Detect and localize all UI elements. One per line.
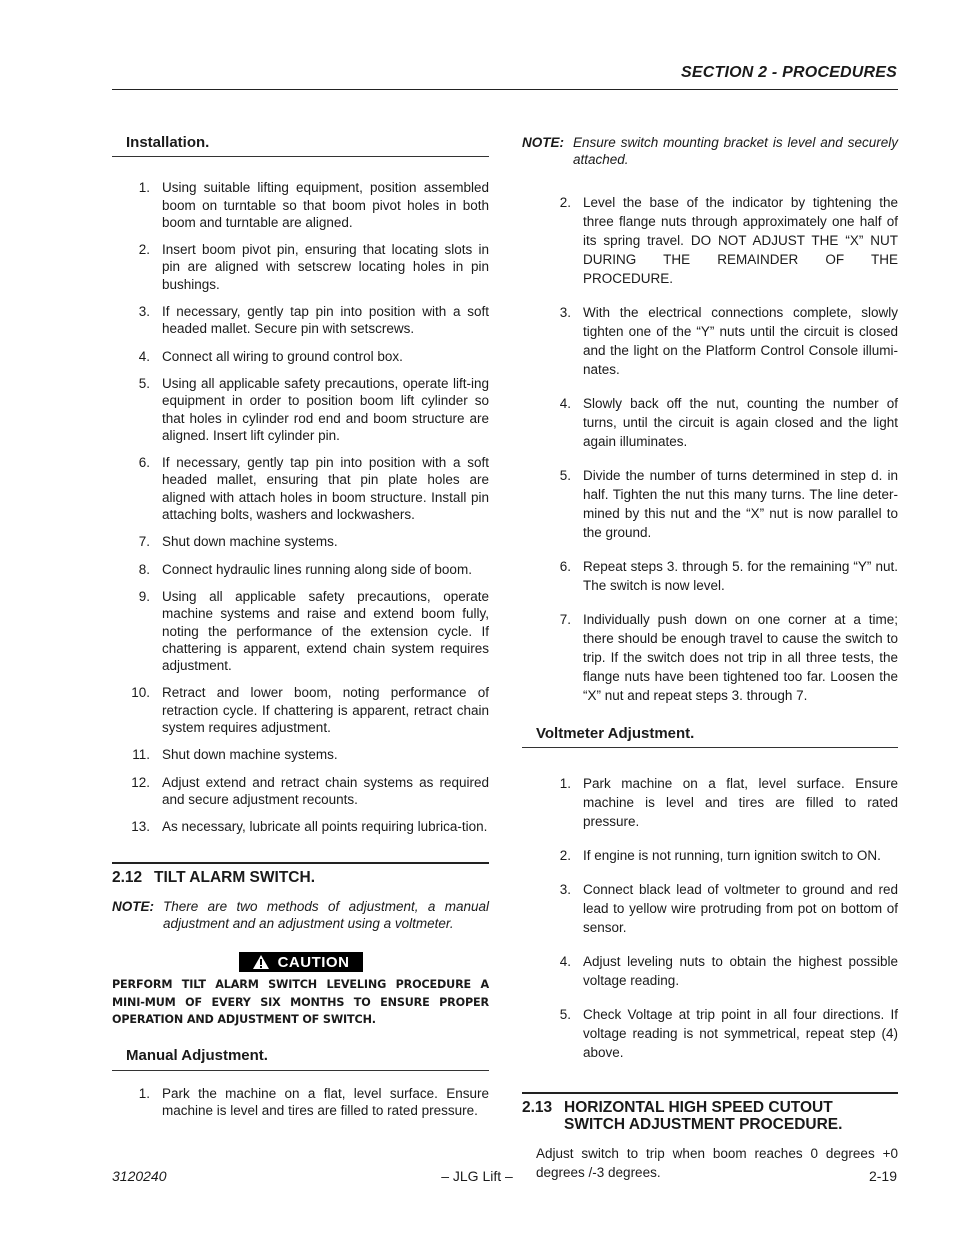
list-item bbox=[522, 193, 898, 288]
list-item bbox=[522, 880, 898, 937]
list-item bbox=[112, 1085, 489, 1120]
caution-banner bbox=[239, 952, 363, 972]
step-text: As necessary, lubricate all points requiring lubrica-tion. bbox=[162, 819, 488, 835]
step-text: Adjust extend and retract chain systems as required and secure adjustment recounts. bbox=[162, 774, 489, 807]
step-number: 2. bbox=[138, 242, 150, 258]
document-number: 3120240 bbox=[112, 1168, 167, 1184]
step-number: 3. bbox=[138, 304, 150, 320]
cutout-section-title bbox=[522, 1092, 898, 1134]
list-item bbox=[522, 610, 898, 705]
step-number: 5. bbox=[559, 1006, 571, 1022]
step-number: 4. bbox=[138, 348, 150, 364]
step-text: Using all applicable safety precautions, operate lift-ing equipment in order to position boom lift cylinder so that holes in cylinder rod end and boom structure are aligned. Insert lift cylinder pin. bbox=[162, 375, 489, 443]
step-number: 2. bbox=[559, 847, 571, 863]
step-number: 13. bbox=[131, 819, 150, 835]
step-number: 10. bbox=[131, 685, 150, 701]
section-number: 2.12 bbox=[112, 868, 143, 886]
warning-triangle-icon bbox=[252, 954, 270, 970]
list-item bbox=[112, 303, 489, 338]
list-item bbox=[112, 375, 489, 444]
step-number: 4. bbox=[559, 953, 571, 969]
step-text: With the electrical connections complete, slowly tighten one of the “Y” nuts until the circuit is closed and the light on the Platform Control Console illumi-nates. bbox=[583, 304, 898, 377]
step-number: 3. bbox=[559, 304, 571, 320]
header-rule bbox=[112, 89, 898, 90]
step-text: Adjust leveling nuts to obtain the highest possible voltage reading. bbox=[583, 953, 898, 988]
step-text: Individually push down on one corner at a time; there should be enough travel to cause the switch to trip. If the switch does not trip in all three tests, the flange nuts have been tightened too far. Loosen the “X” nut and repeat steps 3. through 7. bbox=[583, 611, 898, 703]
list-item bbox=[112, 684, 489, 736]
list-item bbox=[112, 533, 489, 550]
installation-list bbox=[112, 179, 489, 835]
note-text: There are two methods of adjustment, a manual adjustment and an adjustment using a voltmeter. bbox=[163, 898, 489, 932]
manual-adjustment-list bbox=[112, 1085, 489, 1120]
step-text: Using all applicable safety precautions, operate machine systems and raise and extend boom fully, noting the performance of the extension cycle. If chattering is apparent, extend chain system requires adjustment. bbox=[162, 588, 489, 674]
list-item bbox=[112, 774, 489, 809]
list-item bbox=[522, 952, 898, 990]
step-text: Repeat steps 3. through 5. for the remaining “Y” nut. The switch is now level. bbox=[583, 558, 898, 593]
footer-brand: – JLG Lift – bbox=[441, 1168, 513, 1184]
manual-adjustment-steps bbox=[522, 193, 898, 705]
list-item bbox=[112, 746, 489, 763]
left-column bbox=[112, 134, 489, 1119]
step-number: 11. bbox=[132, 747, 150, 763]
list-item bbox=[112, 454, 489, 523]
section-title-lines bbox=[564, 1099, 842, 1134]
step-text: Park the machine on a flat, level surface. Ensure machine is level and tires are filled to rated pressure. bbox=[162, 1085, 489, 1118]
list-item bbox=[112, 818, 489, 835]
step-text: Using suitable lifting equipment, position assembled boom on turntable so that boom pivot holes in both boom and turntable are aligned. bbox=[162, 180, 489, 230]
list-item bbox=[522, 846, 898, 865]
section-title: TILT ALARM SWITCH. bbox=[154, 868, 315, 886]
list-item bbox=[522, 557, 898, 595]
section-title-line2: SWITCH ADJUSTMENT PROCEDURE. bbox=[564, 1116, 843, 1134]
note-label: NOTE: bbox=[112, 898, 154, 914]
list-item bbox=[112, 588, 489, 674]
step-text: Retract and lower boom, noting performance of retraction cycle. If chattering is apparent, retract chain system requires adjustment. bbox=[162, 685, 489, 736]
step-number: 2. bbox=[559, 194, 571, 210]
step-text: Level the base of the indicator by tightening the three flange nuts through approximately one half of its spring travel. DO NOT ADJUST THE “X” NUT DURING THE REMAINDER OF THE PROCEDURE. bbox=[583, 194, 898, 286]
step-text: If engine is not running, turn ignition switch to ON. bbox=[583, 847, 881, 863]
voltmeter-list bbox=[522, 774, 898, 1062]
step-number: 1. bbox=[138, 1085, 150, 1101]
step-text: Divide the number of turns determined in step d. in half. Tighten the nut this many turns. The line deter-mined by this nut and the “X” nut is now parallel to the ground. bbox=[583, 467, 898, 540]
step-number: 1. bbox=[559, 775, 571, 791]
list-item bbox=[522, 466, 898, 542]
note-label: NOTE: bbox=[522, 135, 564, 150]
section-header: SECTION 2 - PROCEDURES bbox=[681, 64, 897, 81]
step-number: 3. bbox=[559, 881, 571, 897]
step-number: 6. bbox=[138, 455, 150, 471]
step-number: 4. bbox=[559, 395, 571, 411]
step-number: 9. bbox=[138, 588, 150, 604]
step-text: Park machine on a flat, level surface. Ensure machine is level and tires are filled to rated pressure. bbox=[583, 775, 898, 829]
step-number: 5. bbox=[559, 467, 571, 483]
list-item bbox=[112, 241, 489, 293]
tilt-alarm-section-title bbox=[112, 862, 489, 886]
section-title-line1: HORIZONTAL HIGH SPEED CUTOUT bbox=[564, 1098, 833, 1116]
step-text: Connect black lead of voltmeter to ground and red lead to yellow wire protruding from pot on bottom of sensor. bbox=[583, 881, 898, 935]
list-item bbox=[522, 774, 898, 831]
page-number: 2-19 bbox=[868, 1168, 897, 1184]
right-column bbox=[522, 134, 898, 1182]
step-number: 12. bbox=[131, 774, 150, 790]
step-number: 7. bbox=[559, 611, 571, 627]
step-number: 5. bbox=[138, 375, 150, 391]
note-text: Ensure switch mounting bracket is level and securely attached. bbox=[573, 135, 898, 168]
step-text: Insert boom pivot pin, ensuring that locating slots in pin are aligned with setscrew locating holes in pin bushings. bbox=[162, 242, 489, 292]
step-text: Shut down machine systems. bbox=[162, 534, 338, 550]
step-text: If necessary, gently tap pin into position with a soft headed mallet. Secure pin with setscrews. bbox=[162, 304, 489, 337]
list-item bbox=[112, 561, 489, 578]
caution-label: CAUTION bbox=[277, 953, 350, 971]
section-number: 2.13 bbox=[522, 1098, 553, 1116]
list-item bbox=[522, 394, 898, 451]
step-text: Shut down machine systems. bbox=[162, 747, 338, 763]
installation-heading: Installation. bbox=[112, 134, 489, 157]
list-item bbox=[522, 303, 898, 379]
tilt-note bbox=[112, 898, 489, 933]
cutout-body: Adjust switch to trip when boom reaches 0 degrees +0 degrees /-3 degrees. bbox=[536, 1146, 898, 1180]
step-text: Check Voltage at trip point in all four directions. If voltage reading is not symmetrical, repeat step (4) above. bbox=[583, 1006, 898, 1060]
list-item bbox=[522, 1005, 898, 1062]
voltmeter-adjustment-heading: Voltmeter Adjustment. bbox=[522, 725, 898, 748]
caution-text: PERFORM TILT ALARM SWITCH LEVELING PROCEDURE A MINI-MUM OF EVERY SIX MONTHS TO ENSURE PROPER OPERATION AND ADJUSTMENT OF SWITCH. bbox=[112, 978, 489, 1026]
manual-adjustment-heading: Manual Adjustment. bbox=[112, 1047, 489, 1070]
list-item bbox=[112, 179, 489, 231]
step-number: 1. bbox=[138, 180, 150, 196]
step-number: 6. bbox=[559, 558, 571, 574]
bracket-note bbox=[522, 134, 898, 169]
step-text: Connect all wiring to ground control box. bbox=[162, 348, 403, 364]
step-number: 7. bbox=[138, 534, 150, 550]
list-item bbox=[112, 348, 489, 365]
step-number: 8. bbox=[138, 561, 150, 577]
step-text: Slowly back off the nut, counting the number of turns, until the circuit is again closed and the light again illuminates. bbox=[583, 395, 898, 449]
step-text: Connect hydraulic lines running along side of boom. bbox=[162, 561, 472, 577]
step-text: If necessary, gently tap pin into position with a soft headed mallet, ensuring that pin plate holes are aligned with attach holes in boom structure. Install pin attaching bolts, washers and lockwashers. bbox=[162, 455, 489, 523]
